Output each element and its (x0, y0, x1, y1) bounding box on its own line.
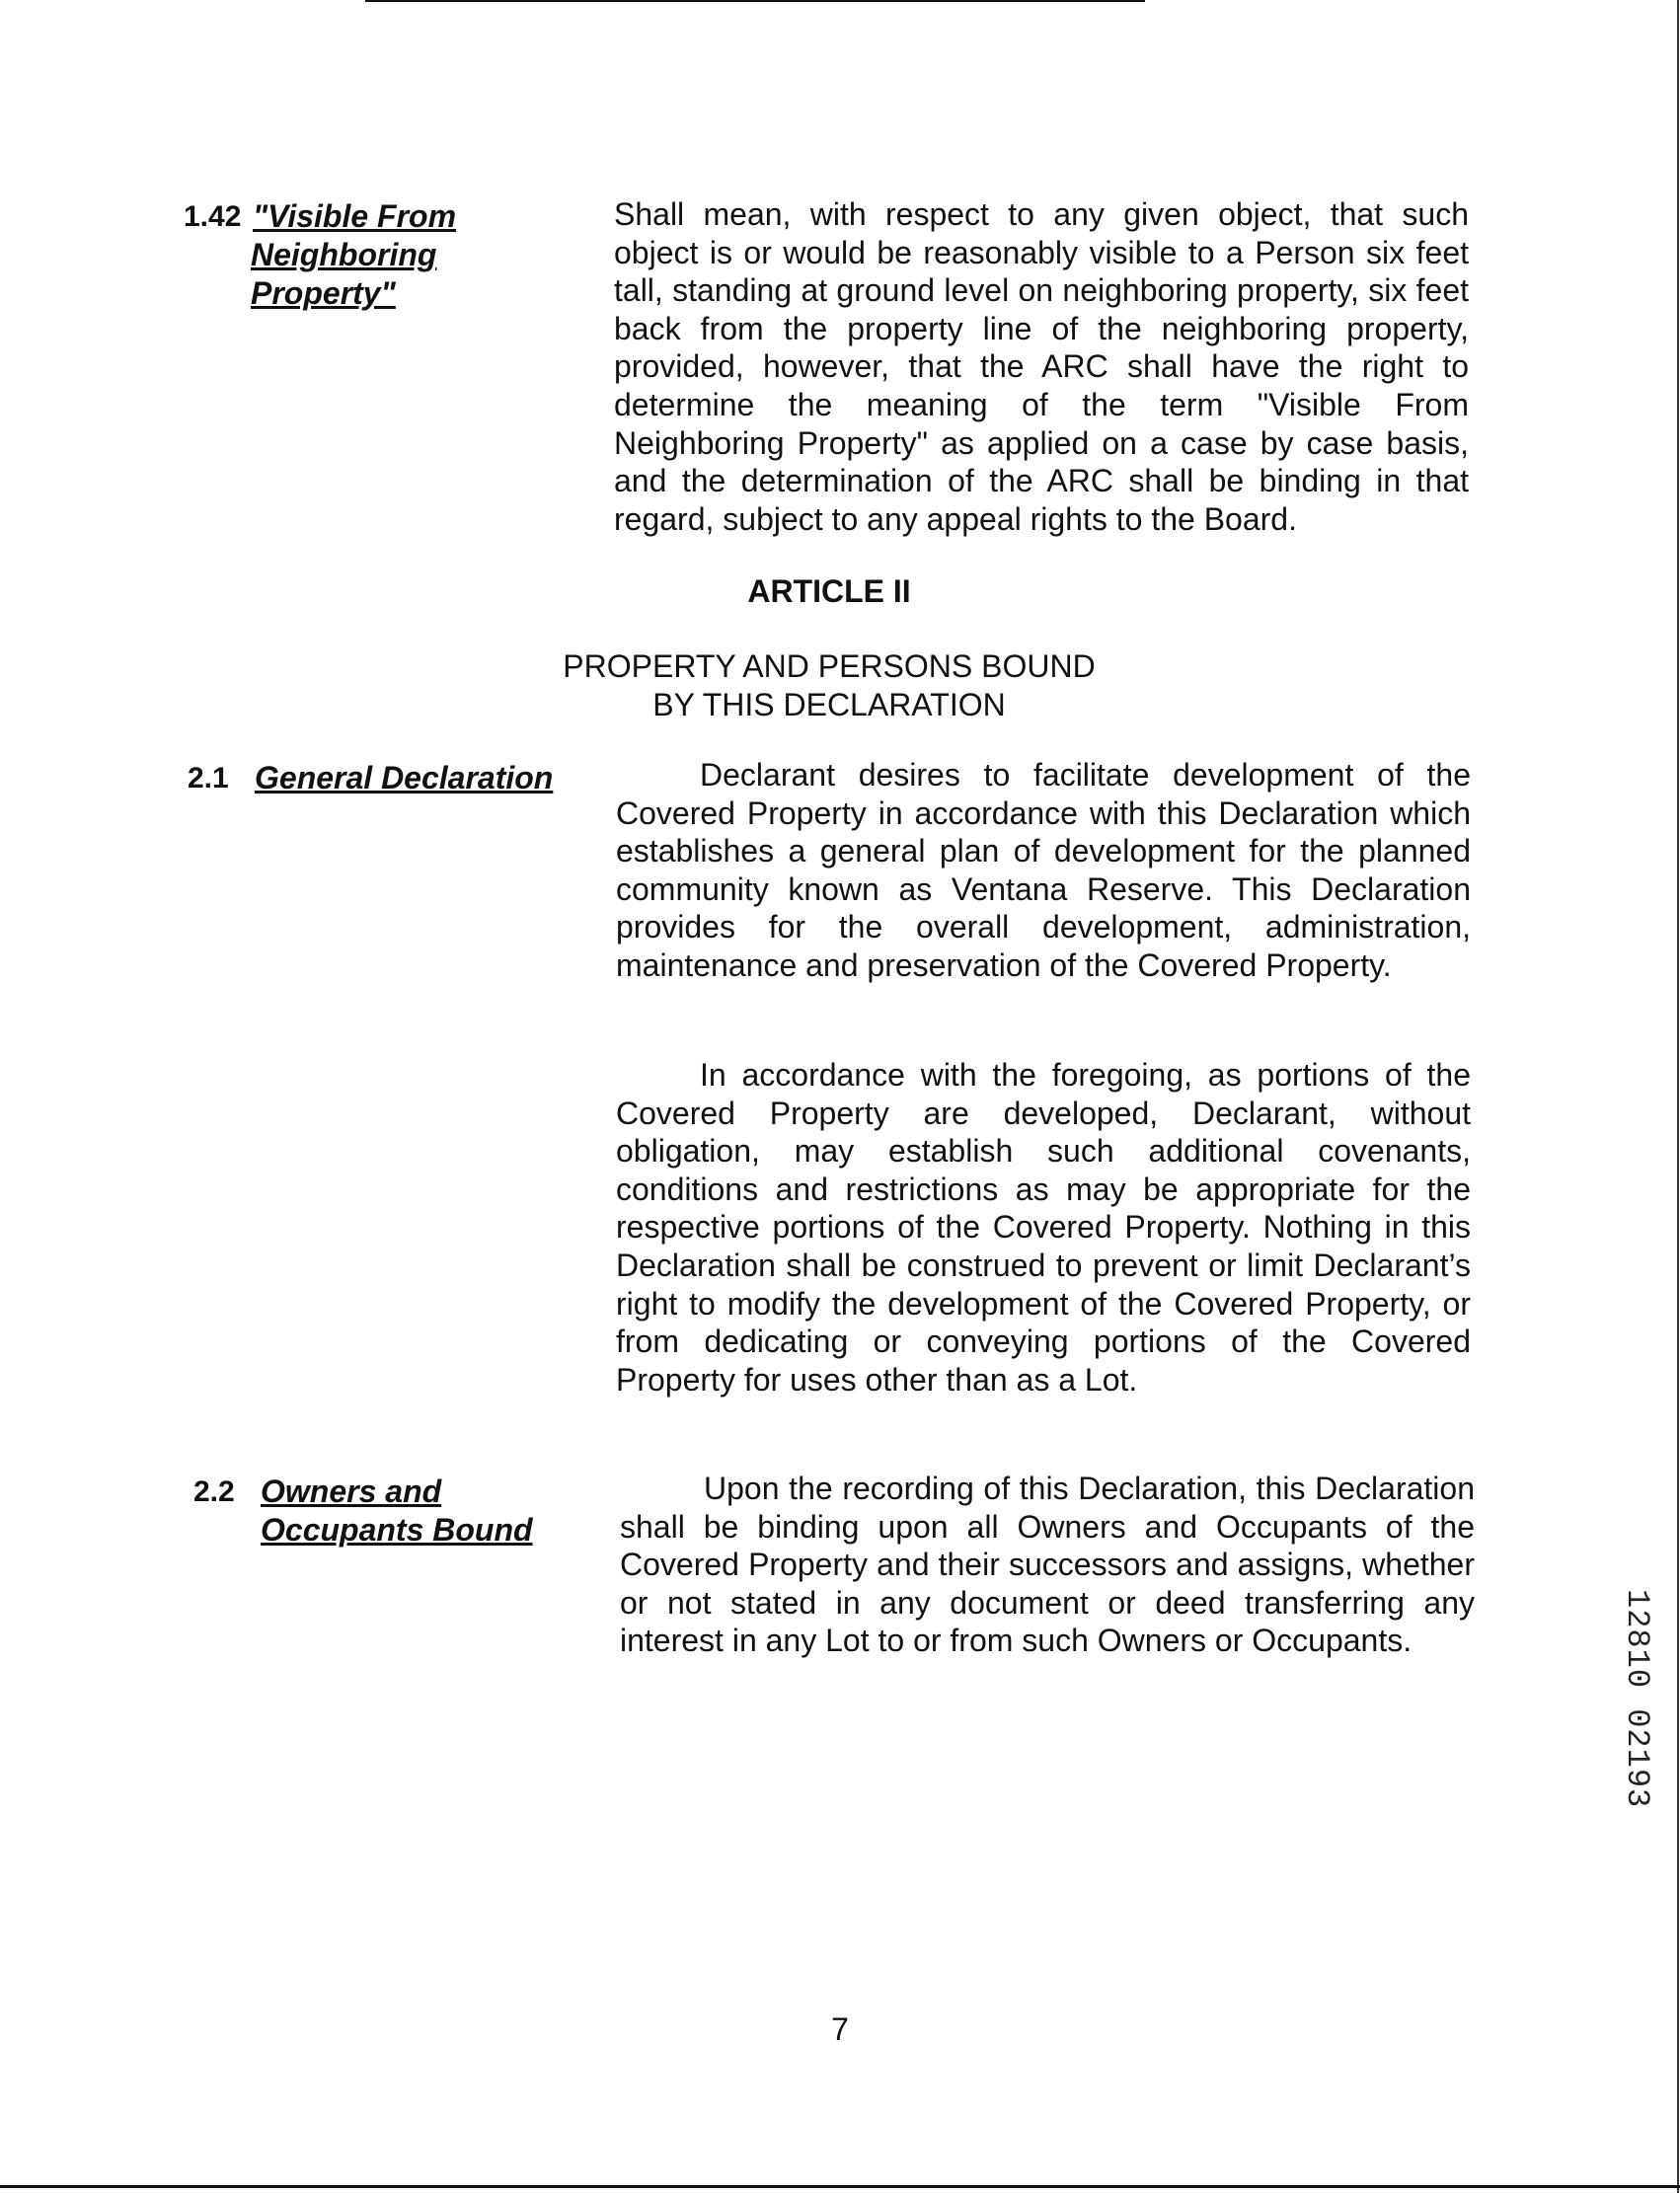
section-1-42-title-line-3: Property" (251, 275, 396, 311)
section-2-2-number: 2.2 (193, 1475, 235, 1508)
right-edge-rule (1677, 0, 1679, 2193)
article-subheading-line-1: PROPERTY AND PERSONS BOUND (563, 648, 1096, 684)
section-1-42-title-line-1: "Visible From (253, 198, 457, 234)
section-1-42-body: Shall mean, with respect to any given object, that such object is or would be reasonably visible to a Person six feet tall, standing at ground level on neighboring property, six feet back from the property line of the neighboring property, provided, however, that the ARC shall have the right to determine the meaning of the term "Visible From Neighboring Property" as applied on a case by case basis, and the determination of the ARC shall be binding in that regard, subject to any appeal rights to the Board. (614, 196, 1469, 537)
section-2-1-number: 2.1 (188, 762, 229, 794)
page-number: 7 (831, 2011, 849, 2047)
top-rule (365, 0, 1145, 2)
recording-number-stamp: 12810 02193 (1619, 1589, 1655, 1809)
section-1-42-number: 1.42 (184, 200, 242, 233)
section-2-1-paragraph-2: In accordance with the foregoing, as portions of the Covered Property are developed, Declarant, without obligation, may establish such additional covenants, conditions and restrictions as may be appropriate for the respective portions of the Covered Property. Nothing in this Declaration shall be construed to prevent or limit Declarant’s right to modify the development of the Covered Property, or from dedicating or conveying portions of the Covered Property for uses other than as a Lot. (616, 1057, 1471, 1398)
section-1-42-title-line-2: Neighboring (251, 237, 437, 272)
section-2-2-title-line-2: Occupants Bound (261, 1512, 533, 1548)
section-2-2-title-line-1: Owners and (261, 1474, 442, 1509)
section-2-1-paragraph-1: Declarant desires to facilitate development of the Covered Property in accordance with this Declaration which establishes a general plan of development for the planned community known as Ventana Reserve. This Declaration provides for the overall development, administration, maintenance and preservation of the Covered Property. (616, 757, 1471, 983)
article-subheading-line-2: BY THIS DECLARATION (652, 687, 1006, 722)
section-2-2-body: Upon the recording of this Declaration, this Declaration shall be binding upon all Owners and Occupants of the Covered Property and their successors and assigns, whether or not stated in any document or deed transferring any interest in any Lot to or from such Owners or Occupants. (620, 1471, 1475, 1659)
bottom-rule (0, 2185, 1680, 2188)
section-2-1-title: General Declaration (255, 760, 554, 795)
article-heading: ARTICLE II (747, 573, 911, 609)
